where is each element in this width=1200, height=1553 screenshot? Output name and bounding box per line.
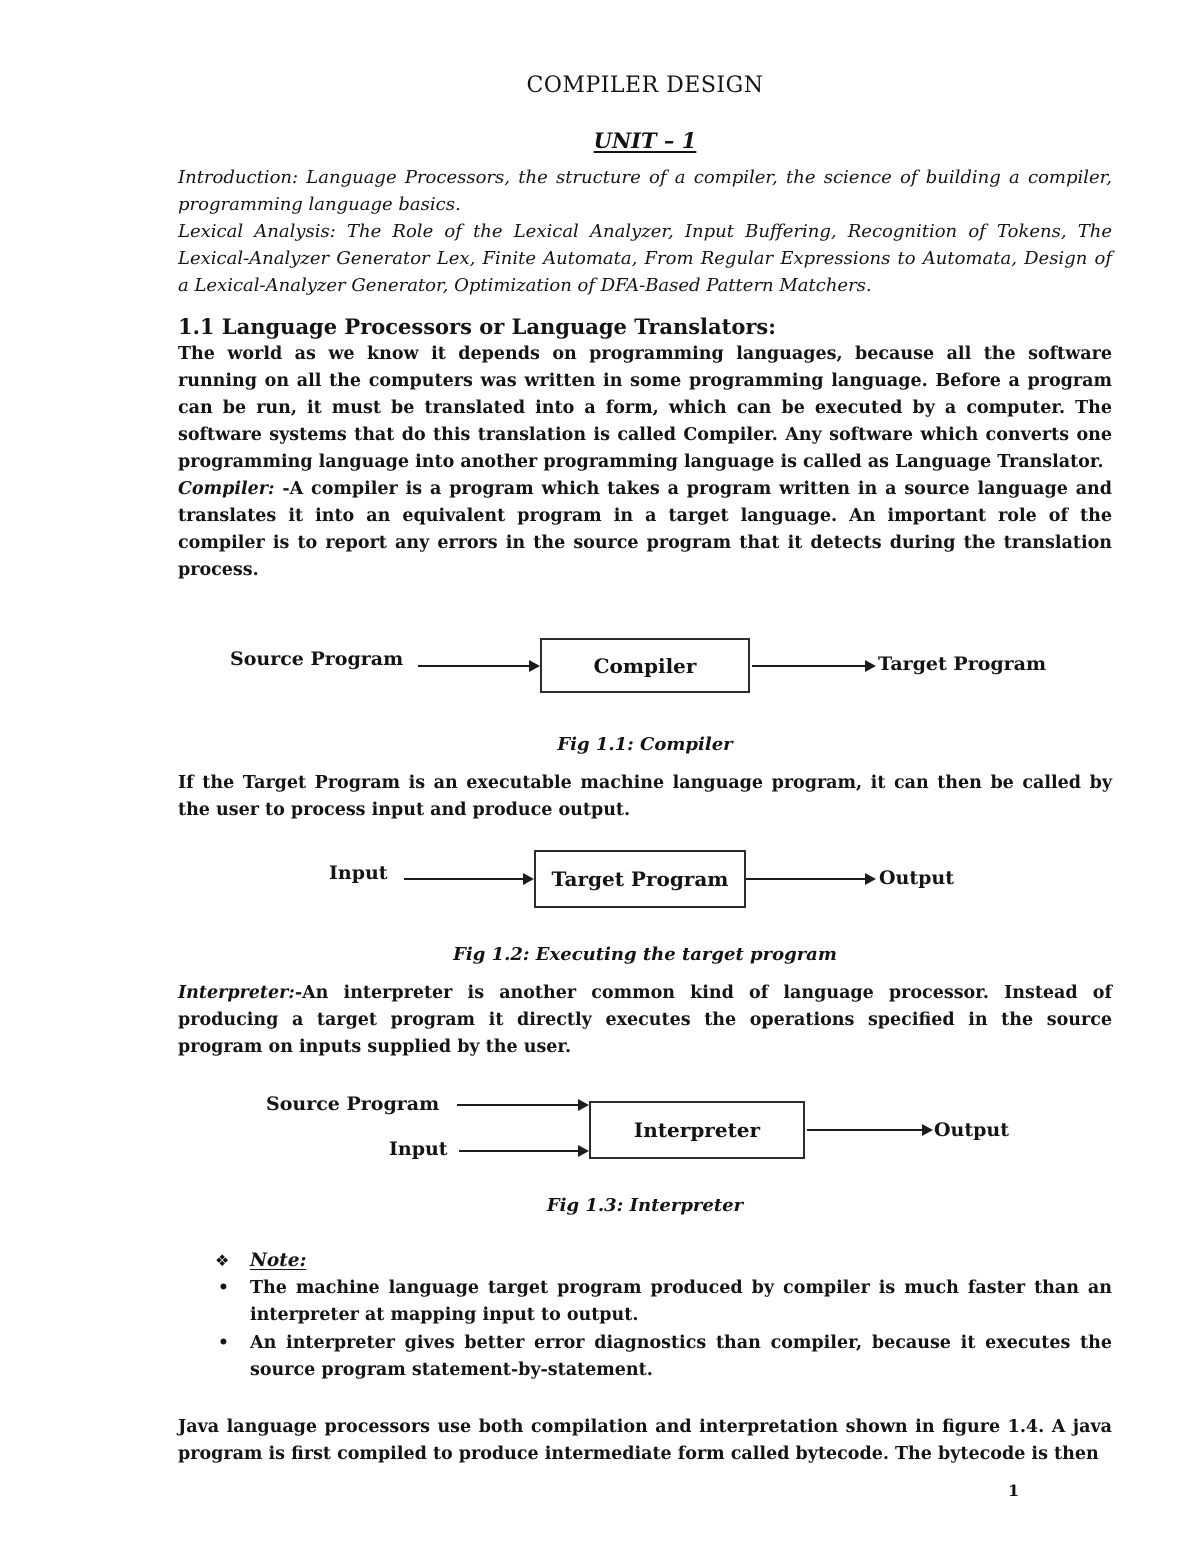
arrow-right-icon (807, 1129, 931, 1131)
syllabus-intro-lead: Introduction: (178, 167, 299, 188)
section-heading: 1.1 Language Processors or Language Translators: (178, 314, 776, 339)
paragraph-target-program: If the Target Program is an executable machine language program, it can then be called by the user to process input and produce output. (178, 773, 1112, 820)
fig1-target-program-label: Target Program (878, 653, 1047, 675)
syllabus-intro-text: Language Processors, the structure of a compiler, the science of building a compiler, programming language basics. (178, 167, 1112, 215)
fig3-interpreter-box (589, 1101, 805, 1159)
paragraph-java-processors: Java language processors use both compilation and interpretation shown in figure 1.4. A java program is first compiled to produce intermediate form called bytecode. The bytecode is then (178, 1417, 1112, 1464)
fig2-caption: Fig 1.2: Executing the target program (453, 944, 837, 965)
fig1-caption: Fig 1.1: Compiler (557, 734, 733, 755)
syllabus-lexical-lead: Lexical Analysis: (178, 221, 336, 242)
syllabus-lexical-text: The Role of the Lexical Analyzer, Input Buffering, Recognition of Tokens, The Lexical-Analyzer Generator Lex, Finite Automata, From Regular Expressions to Automata, Design of a Lexical-Analyzer Generator, Optimization of DFA-Based Pattern Matchers. (178, 221, 1112, 296)
paragraph-language-processors: The world as we know it depends on programming languages, because all the software running on all the computers was written in some programming language. Before a program can be run, it must be translated into a form, which can be executed by a computer. The software systems that do this translation is called Compiler. Any software which converts one programming language into another programming language is called as Language Translator. (178, 344, 1112, 472)
paragraph-interpreter-definition (178, 980, 1112, 1061)
note-heading-row (178, 1247, 1112, 1274)
fig1-box-label: Compiler (593, 653, 697, 678)
fig3-source-program-label: Source Program (266, 1093, 440, 1115)
note-bullet-item (178, 1275, 1112, 1329)
fig3-caption: Fig 1.3: Interpreter (546, 1195, 744, 1216)
figure-target-program-diagram (178, 850, 1112, 910)
fig2-box-label: Target Program (551, 867, 729, 891)
fig1-source-program-label: Source Program (230, 648, 404, 670)
bullet-dot-icon: • (218, 1278, 229, 1298)
note-bullet-text-1: The machine language target program produced by compiler is much faster than an interpreter at mapping input to output. (250, 1278, 1112, 1325)
compiler-term: Compiler: (178, 479, 275, 499)
unit-heading (178, 127, 1112, 155)
figure-compiler-diagram (178, 638, 1112, 696)
arrow-right-icon (752, 665, 874, 667)
interpreter-term: Interpreter: (178, 983, 295, 1003)
fig3-output-label: Output (934, 1119, 1010, 1141)
unit-heading-text: UNIT – 1 (593, 128, 697, 153)
four-diamond-bullet-icon: ❖ (215, 1251, 230, 1270)
note-label: Note: (250, 1250, 307, 1271)
compiler-definition-text: -A compiler is a program which takes a program written in a source language and translates it into an equivalent program in a target language. An important role of the compiler is to report any errors in the source program that it detects during the translation process. (178, 479, 1112, 580)
syllabus-paragraph-introduction (178, 164, 1112, 218)
fig3-box-label: Interpreter (633, 1118, 761, 1142)
arrow-right-icon (418, 665, 538, 667)
fig3-input-label: Input (389, 1138, 448, 1160)
fig2-output-label: Output (879, 867, 955, 889)
paragraph-compiler-definition (178, 476, 1112, 584)
bullet-dot-icon: • (218, 1333, 229, 1353)
arrow-right-icon (457, 1104, 587, 1106)
page-number: 1 (1008, 1481, 1020, 1500)
fig2-input-label: Input (329, 862, 388, 884)
page-title: COMPILER DESIGN (526, 73, 764, 98)
note-bullet-item (178, 1330, 1112, 1384)
fig1-compiler-box (540, 638, 750, 693)
fig2-target-program-box (534, 850, 746, 908)
figure-interpreter-diagram (178, 1093, 1112, 1171)
arrow-right-icon (404, 878, 532, 880)
syllabus-paragraph-lexical (178, 218, 1112, 299)
note-bullet-text-2: An interpreter gives better error diagnostics than compiler, because it executes the source program statement-by-statement. (250, 1333, 1112, 1380)
interpreter-definition-text: -An interpreter is another common kind of language processor. Instead of producing a target program it directly executes the operations specified in the source program on inputs supplied by the user. (178, 983, 1112, 1057)
arrow-right-icon (746, 878, 874, 880)
arrow-right-icon (459, 1150, 587, 1152)
